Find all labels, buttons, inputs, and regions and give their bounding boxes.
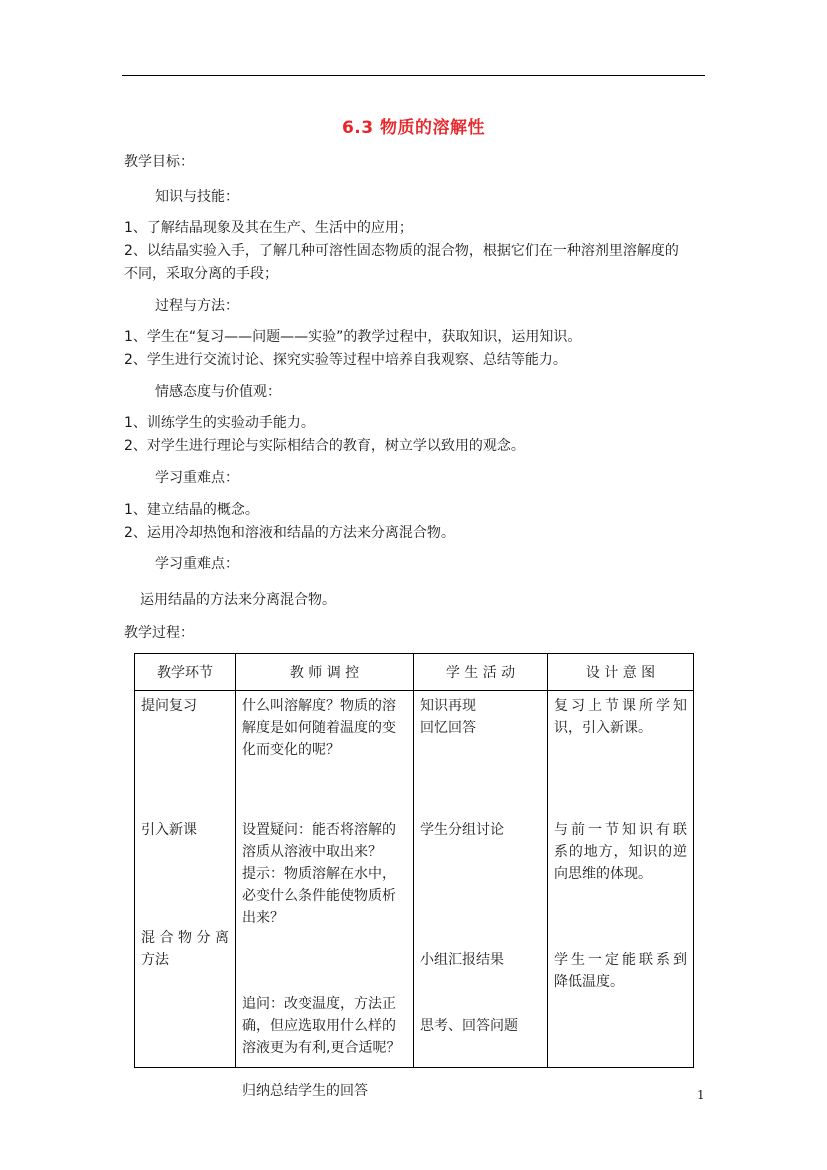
keypoints-heading: 学习重难点： — [155, 470, 239, 486]
difficulty-text: 运用结晶的方法来分离混合物。 — [140, 592, 336, 608]
process-heading: 过程与方法： — [155, 298, 239, 314]
student-cell — [414, 691, 548, 1068]
stage-label: 提问复习 — [141, 698, 197, 714]
table-header: 学 生 活 动 — [414, 654, 548, 691]
attitude-item-1: 1、训练学生的实验动手能力。 — [124, 415, 315, 431]
process-item-2: 2、学生进行交流讨论、探究实验等过程中培养自我观察、总结等能力。 — [124, 352, 567, 368]
difficulty-heading: 学习重难点： — [155, 556, 239, 572]
teacher-text: 追问：改变温度，方法正 — [242, 996, 396, 1012]
student-text: 思考、回答问题 — [420, 1018, 518, 1034]
student-text: 回忆回答 — [420, 720, 476, 736]
teacher-text: 出来？ — [242, 910, 284, 926]
table-row — [135, 691, 694, 1068]
intent-text: 学生一定能联系到 — [554, 952, 687, 968]
teacher-text: 设置疑问：能否将溶解的 — [242, 822, 396, 838]
intent-text: 降低温度。 — [554, 974, 624, 990]
stage-label: 方法 — [141, 952, 169, 968]
knowledge-heading: 知识与技能： — [155, 189, 239, 205]
teacher-text: 什么叫溶解度？物质的溶 — [242, 698, 396, 714]
teacher-text: 解度是如何随着温度的变 — [242, 720, 396, 736]
teacher-text: 必变什么条件能使物质析 — [242, 888, 396, 904]
intent-text: 系的地方，知识的逆 — [554, 844, 687, 860]
teacher-text: 归纳总结学生的回答 — [242, 1083, 368, 1099]
keypoints-item-2: 2、运用冷却热饱和溶液和结晶的方法来分离混合物。 — [124, 525, 455, 541]
table-header: 设 计 意 图 — [548, 654, 694, 691]
intent-text: 向思维的体现。 — [554, 866, 652, 882]
table-header-row — [135, 654, 694, 691]
stage-label: 引入新课 — [141, 822, 197, 838]
student-text: 小组汇报结果 — [420, 952, 504, 968]
page-number: 1 — [697, 1088, 705, 1102]
teacher-text: 确，但应选取用什么样的 — [242, 1018, 396, 1034]
keypoints-item-1: 1、建立结晶的概念。 — [124, 502, 259, 518]
student-text: 学生分组讨论 — [420, 822, 504, 838]
table-header: 教 师 调 控 — [236, 654, 414, 691]
table-header: 教学环节 — [135, 654, 236, 691]
teacher-cell — [236, 691, 414, 1099]
intent-text: 复习上节课所学知 — [554, 698, 687, 714]
stage-cell — [135, 691, 236, 1068]
procedure-heading: 教学过程： — [124, 625, 194, 641]
header-rule — [122, 75, 705, 76]
teacher-text: 溶液更为有利,更合适呢？ — [242, 1040, 401, 1056]
objectives-heading: 教学目标： — [124, 154, 194, 170]
knowledge-item-2-cont: 不同，采取分离的手段； — [124, 266, 278, 282]
knowledge-item-2: 2、以结晶实验入手，了解几种可溶性固态物质的混合物，根据它们在一种溶剂里溶解度的 — [124, 243, 679, 259]
intent-text: 与前一节知识有联 — [554, 822, 687, 838]
teacher-text: 提示：物质溶解在水中， — [242, 866, 396, 882]
teacher-text: 化而变化的呢？ — [242, 742, 340, 758]
teacher-text: 溶质从溶液中取出来？ — [242, 844, 382, 860]
page-title: 6.3 物质的溶解性 — [341, 118, 486, 138]
student-text: 知识再现 — [420, 698, 476, 714]
attitude-heading: 情感态度与价值观： — [155, 384, 281, 400]
intent-cell — [548, 691, 694, 1068]
attitude-item-2: 2、对学生进行理论与实际相结合的教育，树立学以致用的观念。 — [124, 438, 525, 454]
stage-label: 混 合 物 分 离 — [141, 930, 229, 946]
process-item-1: 1、学生在“复习——问题——实验”的教学过程中，获取知识，运用知识。 — [124, 329, 582, 345]
knowledge-item-1: 1、了解结晶现象及其在生产、生活中的应用； — [124, 220, 413, 236]
lesson-table — [134, 653, 694, 1099]
intent-text: 识，引入新课。 — [554, 720, 652, 736]
